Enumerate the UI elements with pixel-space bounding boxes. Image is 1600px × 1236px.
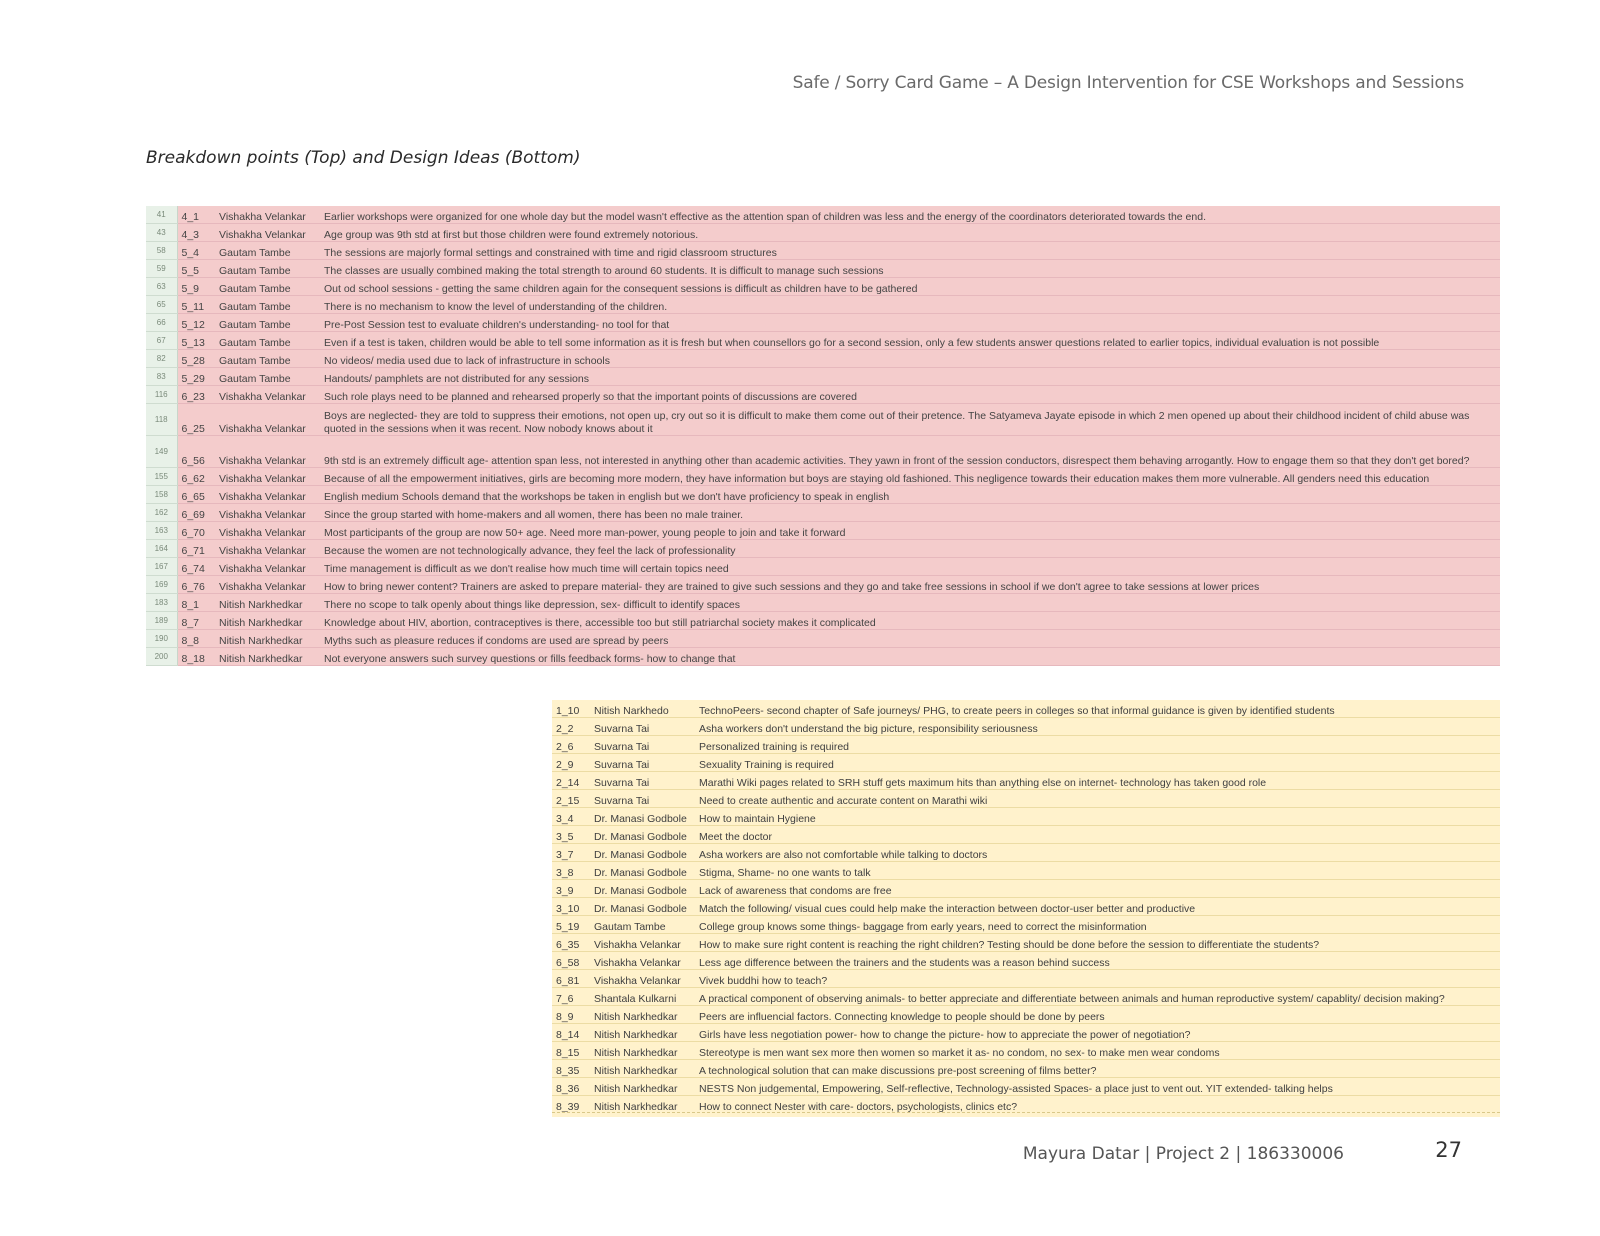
breakdown-points-table: [146, 206, 1500, 666]
breakdown-text: Earlier workshops were organized for one whole day but the model wasn't effective as the attention span of children was less and the energy of the coordinators deteriorated towards the end.: [320, 206, 1500, 224]
breakdown-text: How to bring newer content? Trainers are asked to prepare material- they are trained to give such sessions and they go and take free sessions in school if we don't agree to take sessions at lower prices: [320, 576, 1500, 594]
idea-text: How to connect Nester with care- doctors, psychologists, clinics etc?: [695, 1096, 1500, 1114]
idea-text: Sexuality Training is required: [695, 754, 1500, 772]
table-row: [146, 206, 1500, 224]
table-row: [552, 772, 1500, 790]
table-row: [552, 880, 1500, 898]
interviewee-name: Nitish Narkhedkar: [215, 612, 320, 630]
table-row: [552, 1078, 1500, 1096]
breakdown-text: Age group was 9th std at first but those children were found extremely notorious.: [320, 224, 1500, 242]
idea-id: 8_9: [552, 1006, 590, 1024]
table-row: [552, 952, 1500, 970]
table-row: [146, 436, 1500, 468]
breakdown-text: Handouts/ pamphlets are not distributed for any sessions: [320, 368, 1500, 386]
interviewee-name: Vishakha Velankar: [215, 436, 320, 468]
row-number: 116: [146, 386, 177, 404]
table-row: [146, 350, 1500, 368]
idea-text: Stigma, Shame- no one wants to talk: [695, 862, 1500, 880]
breakdown-text: Most participants of the group are now 50+ age. Need more man-power, young people to join and take it forward: [320, 522, 1500, 540]
table-row: [552, 754, 1500, 772]
row-number: 83: [146, 368, 177, 386]
point-id: 8_18: [177, 648, 215, 666]
breakdown-text: Out od school sessions - getting the same children again for the consequent sessions is difficult as children have to be gathered: [320, 278, 1500, 296]
row-number: 118: [146, 404, 177, 436]
breakdown-text: Not everyone answers such survey questions or fills feedback forms- how to change that: [320, 648, 1500, 666]
idea-id: 3_4: [552, 808, 590, 826]
point-id: 5_9: [177, 278, 215, 296]
table-row: [552, 1096, 1500, 1114]
table-row: [552, 934, 1500, 952]
interviewee-name: Vishakha Velankar: [215, 486, 320, 504]
interviewee-name: Suvarna Tai: [590, 718, 695, 736]
table-row: [146, 224, 1500, 242]
row-number: 65: [146, 296, 177, 314]
table-row: [552, 988, 1500, 1006]
table-row: [552, 862, 1500, 880]
row-number: 155: [146, 468, 177, 486]
row-number: 158: [146, 486, 177, 504]
point-id: 6_56: [177, 436, 215, 468]
table-row: [552, 916, 1500, 934]
table-row: [146, 386, 1500, 404]
table-row: [146, 468, 1500, 486]
interviewee-name: Suvarna Tai: [590, 736, 695, 754]
idea-text: Asha workers don't understand the big picture, responsibility seriousness: [695, 718, 1500, 736]
idea-text: TechnoPeers- second chapter of Safe journeys/ PHG, to create peers in colleges so that informal guidance is given by identified students: [695, 700, 1500, 718]
footer-author-line: Mayura Datar | Project 2 | 186330006: [1022, 1144, 1344, 1164]
point-id: 8_7: [177, 612, 215, 630]
point-id: 4_1: [177, 206, 215, 224]
interviewee-name: Gautam Tambe: [215, 278, 320, 296]
idea-text: Asha workers are also not comfortable while talking to doctors: [695, 844, 1500, 862]
breakdown-text: Since the group started with home-makers and all women, there has been no male trainer.: [320, 504, 1500, 522]
interviewee-name: Vishakha Velankar: [215, 558, 320, 576]
idea-text: Marathi Wiki pages related to SRH stuff gets maximum hits than anything else on internet- technology has taken good role: [695, 772, 1500, 790]
breakdown-text: 9th std is an extremely difficult age- attention span less, not interested in anything other than academic activities. They yawn in front of the session conductors, disrespect them behaving arrogantly. How to engage them so that they don't get bored?: [320, 436, 1500, 468]
idea-id: 3_8: [552, 862, 590, 880]
interviewee-name: Gautam Tambe: [215, 350, 320, 368]
interviewee-name: Dr. Manasi Godbole: [590, 862, 695, 880]
idea-text: Personalized training is required: [695, 736, 1500, 754]
breakdown-text: The classes are usually combined making the total strength to around 60 students. It is difficult to manage such sessions: [320, 260, 1500, 278]
idea-id: 3_5: [552, 826, 590, 844]
interviewee-name: Suvarna Tai: [590, 790, 695, 808]
interviewee-name: Nitish Narkhedkar: [590, 1042, 695, 1060]
table-row: [552, 790, 1500, 808]
row-number: 58: [146, 242, 177, 260]
row-number: 63: [146, 278, 177, 296]
table-row: [552, 1024, 1500, 1042]
idea-id: 3_9: [552, 880, 590, 898]
idea-text: Need to create authentic and accurate content on Marathi wiki: [695, 790, 1500, 808]
point-id: 5_11: [177, 296, 215, 314]
idea-id: 3_7: [552, 844, 590, 862]
idea-id: 2_2: [552, 718, 590, 736]
table-row: [146, 504, 1500, 522]
idea-text: How to make sure right content is reaching the right children? Testing should be done before the session to differentiate the students?: [695, 934, 1500, 952]
table-row: [552, 970, 1500, 988]
interviewee-name: Vishakha Velankar: [215, 522, 320, 540]
point-id: 6_71: [177, 540, 215, 558]
table-row: [146, 332, 1500, 350]
breakdown-text: No videos/ media used due to lack of infrastructure in schools: [320, 350, 1500, 368]
breakdown-text: Myths such as pleasure reduces if condoms are used are spread by peers: [320, 630, 1500, 648]
breakdown-text: There is no mechanism to know the level of understanding of the children.: [320, 296, 1500, 314]
idea-id: 1_10: [552, 700, 590, 718]
breakdown-text: Even if a test is taken, children would be able to tell some information as it is fresh but when counsellors go for a second session, only a few students answer questions related to earlier topics, individual evaluation is not possible: [320, 332, 1500, 350]
row-number: 167: [146, 558, 177, 576]
idea-text: Meet the doctor: [695, 826, 1500, 844]
interviewee-name: Nitish Narkhedkar: [590, 1078, 695, 1096]
table-row: [146, 594, 1500, 612]
idea-text: College group knows some things- baggage from early years, need to correct the misinformation: [695, 916, 1500, 934]
breakdown-text: Such role plays need to be planned and rehearsed properly so that the important points of discussions are covered: [320, 386, 1500, 404]
idea-id: 2_14: [552, 772, 590, 790]
table-row: [552, 718, 1500, 736]
interviewee-name: Gautam Tambe: [215, 260, 320, 278]
idea-id: 6_35: [552, 934, 590, 952]
interviewee-name: Vishakha Velankar: [215, 540, 320, 558]
interviewee-name: Vishakha Velankar: [215, 576, 320, 594]
table-row: [146, 368, 1500, 386]
point-id: 6_23: [177, 386, 215, 404]
table-row: [146, 260, 1500, 278]
point-id: 6_65: [177, 486, 215, 504]
interviewee-name: Nitish Narkhedo: [590, 700, 695, 718]
point-id: 8_8: [177, 630, 215, 648]
row-number: 43: [146, 224, 177, 242]
idea-text: NESTS Non judgemental, Empowering, Self-reflective, Technology-assisted Spaces- a place just to vent out. YIT extended- talking helps: [695, 1078, 1500, 1096]
interviewee-name: Dr. Manasi Godbole: [590, 826, 695, 844]
row-number: 164: [146, 540, 177, 558]
point-id: 6_76: [177, 576, 215, 594]
interviewee-name: Vishakha Velankar: [215, 504, 320, 522]
idea-id: 2_9: [552, 754, 590, 772]
interviewee-name: Vishakha Velankar: [215, 404, 320, 436]
idea-id: 8_14: [552, 1024, 590, 1042]
interviewee-name: Suvarna Tai: [590, 754, 695, 772]
idea-text: Girls have less negotiation power- how to change the picture- how to appreciate the power of negotiation?: [695, 1024, 1500, 1042]
table-row: [146, 314, 1500, 332]
design-ideas-table: [552, 700, 1500, 1114]
table-row: [552, 826, 1500, 844]
interviewee-name: Vishakha Velankar: [590, 934, 695, 952]
table-row: [146, 404, 1500, 436]
point-id: 5_28: [177, 350, 215, 368]
interviewee-name: Nitish Narkhedkar: [590, 1024, 695, 1042]
interviewee-name: Nitish Narkhedkar: [215, 594, 320, 612]
row-number: 149: [146, 436, 177, 468]
table-row: [552, 700, 1500, 718]
idea-id: 8_36: [552, 1078, 590, 1096]
point-id: 4_3: [177, 224, 215, 242]
row-number: 162: [146, 504, 177, 522]
table-row: [146, 522, 1500, 540]
idea-id: 8_35: [552, 1060, 590, 1078]
interviewee-name: Dr. Manasi Godbole: [590, 844, 695, 862]
point-id: 5_12: [177, 314, 215, 332]
interviewee-name: Dr. Manasi Godbole: [590, 808, 695, 826]
interviewee-name: Vishakha Velankar: [215, 468, 320, 486]
row-number: 189: [146, 612, 177, 630]
breakdown-text: Time management is difficult as we don't realise how much time will certain topics need: [320, 558, 1500, 576]
interviewee-name: Gautam Tambe: [215, 296, 320, 314]
idea-text: Stereotype is men want sex more then women so market it as- no condom, no sex- to make men wear condoms: [695, 1042, 1500, 1060]
interviewee-name: Shantala Kulkarni: [590, 988, 695, 1006]
point-id: 5_5: [177, 260, 215, 278]
idea-text: Less age difference between the trainers and the students was a reason behind success: [695, 952, 1500, 970]
row-number: 82: [146, 350, 177, 368]
point-id: 6_62: [177, 468, 215, 486]
point-id: 5_13: [177, 332, 215, 350]
idea-id: 2_6: [552, 736, 590, 754]
row-number: 190: [146, 630, 177, 648]
table-row: [552, 1006, 1500, 1024]
idea-text: Vivek buddhi how to teach?: [695, 970, 1500, 988]
table-row: [552, 1060, 1500, 1078]
idea-id: 6_58: [552, 952, 590, 970]
interviewee-name: Nitish Narkhedkar: [590, 1096, 695, 1114]
row-number: 41: [146, 206, 177, 224]
table-row: [146, 612, 1500, 630]
row-number: 67: [146, 332, 177, 350]
interviewee-name: Nitish Narkhedkar: [590, 1006, 695, 1024]
table-row: [146, 278, 1500, 296]
interviewee-name: Suvarna Tai: [590, 772, 695, 790]
idea-text: Match the following/ visual cues could help make the interaction between doctor-user better and productive: [695, 898, 1500, 916]
idea-id: 7_6: [552, 988, 590, 1006]
point-id: 6_74: [177, 558, 215, 576]
idea-text: How to maintain Hygiene: [695, 808, 1500, 826]
interviewee-name: Vishakha Velankar: [590, 970, 695, 988]
table-row: [552, 1042, 1500, 1060]
table-row: [146, 540, 1500, 558]
table-row: [552, 898, 1500, 916]
interviewee-name: Vishakha Velankar: [215, 224, 320, 242]
point-id: 5_4: [177, 242, 215, 260]
table-row: [146, 648, 1500, 666]
idea-id: 5_19: [552, 916, 590, 934]
interviewee-name: Gautam Tambe: [590, 916, 695, 934]
idea-id: 2_15: [552, 790, 590, 808]
interviewee-name: Nitish Narkhedkar: [215, 648, 320, 666]
table-row: [146, 558, 1500, 576]
interviewee-name: Vishakha Velankar: [215, 386, 320, 404]
row-number: 66: [146, 314, 177, 332]
breakdown-text: Because the women are not technologically advance, they feel the lack of professionality: [320, 540, 1500, 558]
interviewee-name: Vishakha Velankar: [590, 952, 695, 970]
breakdown-text: Pre-Post Session test to evaluate children's understanding- no tool for that: [320, 314, 1500, 332]
idea-id: 3_10: [552, 898, 590, 916]
idea-text: A technological solution that can make discussions pre-post screening of films better?: [695, 1060, 1500, 1078]
table-row: [146, 242, 1500, 260]
page-number: 27: [1435, 1138, 1462, 1162]
idea-id: 8_15: [552, 1042, 590, 1060]
breakdown-text: The sessions are majorly formal settings and constrained with time and rigid classroom structures: [320, 242, 1500, 260]
interviewee-name: Nitish Narkhedkar: [215, 630, 320, 648]
table-row: [552, 808, 1500, 826]
interviewee-name: Gautam Tambe: [215, 242, 320, 260]
running-header: Safe / Sorry Card Game – A Design Intervention for CSE Workshops and Sessions: [792, 73, 1464, 93]
point-id: 5_29: [177, 368, 215, 386]
breakdown-text: There no scope to talk openly about things like depression, sex- difficult to identify spaces: [320, 594, 1500, 612]
table-row: [146, 296, 1500, 314]
idea-text: Lack of awareness that condoms are free: [695, 880, 1500, 898]
table-row: [552, 736, 1500, 754]
row-number: 59: [146, 260, 177, 278]
point-id: 6_25: [177, 404, 215, 436]
point-id: 6_70: [177, 522, 215, 540]
breakdown-text: English medium Schools demand that the workshops be taken in english but we don't have proficiency to speak in english: [320, 486, 1500, 504]
interviewee-name: Gautam Tambe: [215, 368, 320, 386]
interviewee-name: Nitish Narkhedkar: [590, 1060, 695, 1078]
row-number: 200: [146, 648, 177, 666]
table-row: [552, 844, 1500, 862]
breakdown-text: Because of all the empowerment initiatives, girls are becoming more modern, they have information but boys are staying old fashioned. This negligence towards their education makes them more vulnerable. All genders need this education: [320, 468, 1500, 486]
idea-text: Peers are influencial factors. Connecting knowledge to people should be done by peers: [695, 1006, 1500, 1024]
breakdown-text: Knowledge about HIV, abortion, contraceptives is there, accessible too but still patriarchal society makes it complicated: [320, 612, 1500, 630]
interviewee-name: Vishakha Velankar: [215, 206, 320, 224]
table-row: [146, 630, 1500, 648]
interviewee-name: Dr. Manasi Godbole: [590, 880, 695, 898]
table-row: [146, 576, 1500, 594]
row-number: 163: [146, 522, 177, 540]
section-title: Breakdown points (Top) and Design Ideas (Bottom): [146, 148, 581, 168]
idea-id: 8_39: [552, 1096, 590, 1114]
row-number: 169: [146, 576, 177, 594]
row-number: 183: [146, 594, 177, 612]
breakdown-text: Boys are neglected- they are told to suppress their emotions, not open up, cry out so it is difficult to make them come out of their pretence. The Satyameva Jayate episode in which 2 men opened up about their childhood incident of child abuse was quoted in the sessions when it was recent. Now nobody knows about it: [320, 404, 1500, 436]
interviewee-name: Gautam Tambe: [215, 314, 320, 332]
table-cutoff-edge: [552, 1112, 1500, 1117]
interviewee-name: Gautam Tambe: [215, 332, 320, 350]
point-id: 6_69: [177, 504, 215, 522]
idea-id: 6_81: [552, 970, 590, 988]
table-row: [146, 486, 1500, 504]
point-id: 8_1: [177, 594, 215, 612]
interviewee-name: Dr. Manasi Godbole: [590, 898, 695, 916]
idea-text: A practical component of observing animals- to better appreciate and differentiate between animals and human reproductive system/ capablity/ decision making?: [695, 988, 1500, 1006]
